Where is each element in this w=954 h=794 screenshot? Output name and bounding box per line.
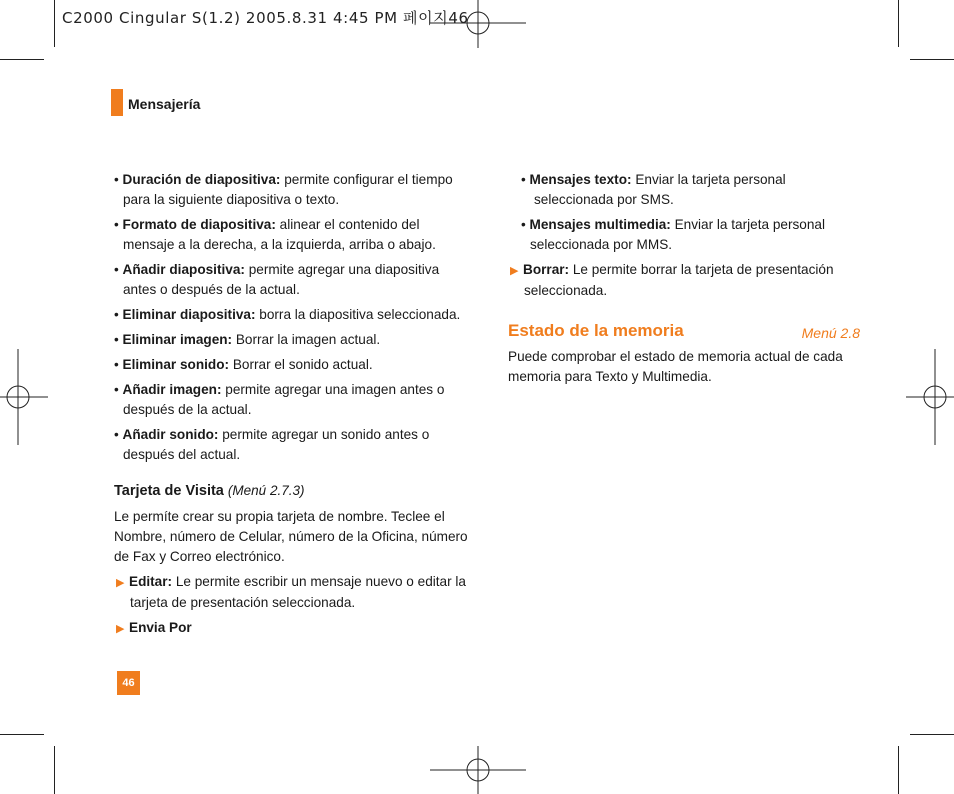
item-desc: permite agregar una diapositiva antes o después de la actual. bbox=[123, 262, 440, 297]
item-desc: permite agregar una imagen antes o después de la actual. bbox=[123, 382, 445, 417]
list-item: • Mensajes multimedia: Enviar la tarjeta personal seleccionada por MMS. bbox=[521, 217, 825, 252]
list-item: • Añadir sonido: permite agregar un sonido antes o después del actual. bbox=[114, 427, 430, 462]
registration-mark-bottom bbox=[430, 746, 526, 794]
left-column bbox=[114, 170, 470, 644]
section-label: Mensajería bbox=[128, 96, 201, 112]
crop-mark bbox=[0, 59, 44, 60]
list-item: • Añadir imagen: permite agregar una imagen antes o después de la actual. bbox=[114, 382, 445, 417]
registration-mark-right bbox=[906, 349, 954, 445]
estado-body: Puede comprobar el estado de memoria actual de cada memoria para Texto y Multimedia. bbox=[508, 349, 843, 384]
envia-item bbox=[114, 618, 470, 639]
item-term: Envia Por bbox=[129, 620, 192, 635]
item-term: Mensajes multimedia: bbox=[529, 217, 671, 232]
item-term: Añadir imagen: bbox=[122, 382, 222, 397]
list-item: • Duración de diapositiva: permite configurar el tiempo para la siguiente diapositiva o texto. bbox=[114, 172, 453, 207]
item-term: Formato de diapositiva: bbox=[122, 217, 276, 232]
item-desc: Le permite escribir un mensaje nuevo o editar la tarjeta de presentación seleccionada. bbox=[130, 574, 466, 610]
item-desc: Enviar la tarjeta personal seleccionada por MMS. bbox=[530, 217, 825, 252]
item-term: Mensajes texto: bbox=[529, 172, 632, 187]
list-item: • Eliminar diapositiva: borra la diapositiva seleccionada. bbox=[114, 307, 461, 322]
item-desc: Borrar la imagen actual. bbox=[232, 332, 381, 347]
item-term: Añadir sonido: bbox=[122, 427, 219, 442]
triangle-right-icon: ▶ bbox=[116, 577, 125, 589]
item-term: Borrar: bbox=[523, 262, 570, 277]
item-term: Eliminar imagen: bbox=[122, 332, 233, 347]
item-term: Añadir diapositiva: bbox=[122, 262, 245, 277]
crop-mark bbox=[54, 746, 55, 794]
item-term: Eliminar sonido: bbox=[122, 357, 230, 372]
editar-item bbox=[114, 572, 470, 613]
right-column bbox=[508, 170, 860, 392]
list-item: • Eliminar sonido: Borrar el sonido actual. bbox=[114, 357, 373, 372]
list-item: • Formato de diapositiva: alinear el contenido del mensaje a la derecha, a la izquierda, arriba o abajo. bbox=[114, 217, 436, 252]
item-desc: Le permite borrar la tarjeta de presentación seleccionada. bbox=[524, 262, 834, 298]
estado-heading bbox=[508, 321, 860, 347]
list-item: • Eliminar imagen: Borrar la imagen actual. bbox=[114, 332, 381, 347]
item-desc: Enviar la tarjeta personal seleccionada por SMS. bbox=[534, 172, 786, 207]
tarjeta-body: Le permíte crear su propia tarjeta de nombre. Teclee el Nombre, número de Celular, número de la Oficina, número de Fax y Correo electrónico. bbox=[114, 509, 468, 564]
crop-mark bbox=[54, 0, 55, 47]
item-term: Editar: bbox=[129, 574, 173, 589]
triangle-right-icon: ▶ bbox=[116, 623, 125, 635]
tarjeta-heading bbox=[114, 481, 470, 501]
print-slug: C2000 Cingular S(1.2) 2005.8.31 4:45 PM 페이지46 bbox=[62, 9, 469, 27]
list-item: • Añadir diapositiva: permite agregar una diapositiva antes o después de la actual. bbox=[114, 262, 440, 297]
crop-mark bbox=[910, 59, 954, 60]
section-tab-marker bbox=[111, 89, 123, 116]
registration-mark-left bbox=[0, 349, 48, 445]
crop-mark bbox=[910, 734, 954, 735]
crop-mark bbox=[898, 0, 899, 47]
item-desc: borra la diapositiva seleccionada. bbox=[255, 307, 461, 322]
list-item: • Mensajes texto: Enviar la tarjeta personal seleccionada por SMS. bbox=[521, 172, 786, 207]
estado-menu-ref: Menú 2.8 bbox=[801, 325, 860, 341]
item-desc: permite agregar un sonido antes o después del actual. bbox=[123, 427, 430, 462]
triangle-right-icon: ▶ bbox=[510, 265, 519, 277]
item-desc: alinear el contenido del mensaje a la derecha, a la izquierda, arriba o abajo. bbox=[123, 217, 436, 252]
item-term: Eliminar diapositiva: bbox=[122, 307, 256, 322]
item-term: Duración de diapositiva: bbox=[122, 172, 281, 187]
tarjeta-menu-ref: (Menú 2.7.3) bbox=[227, 483, 305, 498]
estado-title: Estado de la memoria bbox=[508, 321, 684, 340]
page-number: 46 bbox=[117, 671, 140, 695]
item-desc: permite configurar el tiempo para la siguiente diapositiva o texto. bbox=[123, 172, 453, 207]
crop-mark bbox=[0, 734, 44, 735]
registration-mark-top bbox=[430, 0, 526, 48]
item-desc: Borrar el sonido actual. bbox=[229, 357, 373, 372]
crop-mark bbox=[898, 746, 899, 794]
tarjeta-title: Tarjeta de Visita bbox=[114, 483, 224, 499]
borrar-item bbox=[508, 260, 860, 301]
